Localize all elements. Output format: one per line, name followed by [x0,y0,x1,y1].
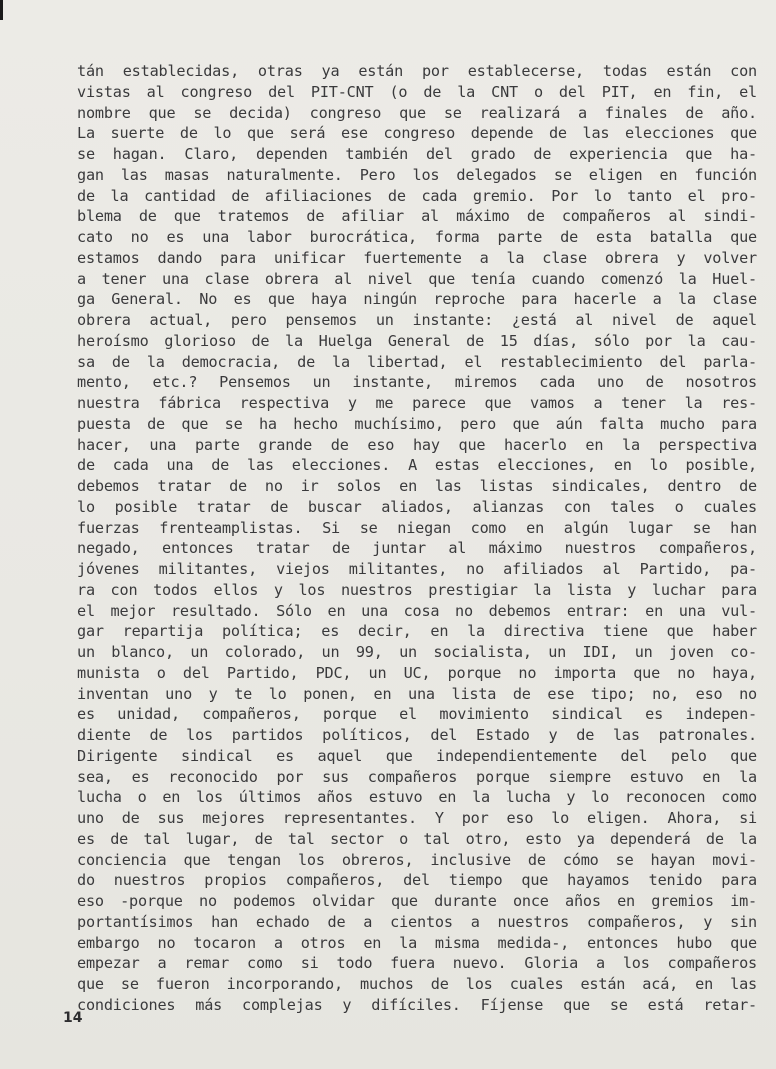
text-line: negado, entonces tratar de juntar al máximo nuestros compañeros, [77,539,757,558]
text-line: portantísimos han echado de a cientos a nuestros compañeros, y sin [77,912,757,931]
text-line: a tener una clase obrera al nivel que tenía cuando comenzó la Huel- [77,269,757,288]
text-line: tán establecidas, otras ya están por establecerse, todas están con [77,62,757,80]
text-line: obrera actual, pero pensemos un instante: ¿está al nivel de aquel [77,311,757,329]
text-line: lo posible tratar de buscar aliados, alianzas con tales o cuales [77,497,757,516]
text-line: embargo no tocaron a otros en la misma medida-, entonces hubo que [77,933,757,952]
text-line: cato no es una labor burocrática, forma parte de esta batalla que [77,228,757,246]
text-line: fuerzas frenteamplistas. Si se niegan como en algún lugar se han [77,518,757,537]
text-line: debemos tratar de no ir solos en las listas sindicales, dentro de [77,477,757,495]
page-number: 14 [63,1010,83,1026]
text-line: gar repartija política; es decir, en la directiva tiene que haber [77,622,757,641]
text-line: el mejor resultado. Sólo en una cosa no debemos entrar: en una vul- [77,601,757,620]
scan-edge-mark [0,0,3,20]
text-line: gan las masas naturalmente. Pero los delegados se eligen en función [77,165,757,184]
text-line: nombre que se decida) congreso que se realizará a finales de año. [77,103,757,122]
text-line: do nuestros propios compañeros, del tiempo que hayamos tenido para [77,871,757,890]
text-line: se hagan. Claro, dependen también del grado de experiencia que ha- [77,145,757,163]
text-line: es unidad, compañeros, porque el movimiento sindical es indepen- [77,705,757,724]
text-line: lucha o en los últimos años estuvo en la lucha y lo reconocen como [77,788,757,807]
text-line: uno de sus mejores representantes. Y por eso lo eligen. Ahora, si [77,809,757,827]
text-line: nuestra fábrica respectiva y me parece que vamos a tener la res- [77,394,757,412]
text-line: de cada una de las elecciones. A estas elecciones, en lo posible, [77,456,757,475]
text-line: blema de que tratemos de afiliar al máximo de compañeros al sindi- [77,207,757,226]
text-line: de la cantidad de afiliaciones de cada gremio. Por lo tanto el pro- [77,186,757,205]
text-line: hacer, una parte grande de eso hay que hacerlo en la perspectiva [77,435,757,454]
body-text [77,61,757,1016]
text-line: sa de la democracia, de la libertad, el restablecimiento del parla- [77,352,757,371]
text-line: diente de los partidos políticos, del Estado y de las patronales. [77,726,757,744]
text-line: que se fueron incorporando, muchos de los cuales están acá, en las [77,975,757,993]
text-line: condiciones más complejas y difíciles. Fíjense que se está retar- [77,995,757,1014]
text-line: ra con todos ellos y los nuestros prestigiar la lista y luchar para [77,580,757,599]
text-line: un blanco, un colorado, un 99, un socialista, un IDI, un joven co- [77,643,757,661]
text-line: estamos dando para unificar fuertemente a la clase obrera y volver [77,248,757,267]
text-line: munista o del Partido, PDC, un UC, porque no importa que no haya, [77,663,757,682]
text-line: heroísmo glorioso de la Huelga General de 15 días, sólo por la cau- [77,331,757,350]
text-line: sea, es reconocido por sus compañeros porque siempre estuvo en la [77,767,757,786]
text-line: jóvenes militantes, viejos militantes, no afiliados al Partido, pa- [77,560,757,578]
text-line: empezar a remar como si todo fuera nuevo. Gloria a los compañeros [77,954,757,973]
text-line: conciencia que tengan los obreros, inclusive de cómo se hayan movi- [77,850,757,869]
text-line: vistas al congreso del PIT-CNT (o de la CNT o del PIT, en fin, el [77,82,757,101]
text-line: mento, etc.? Pensemos un instante, miremos cada uno de nosotros [77,373,757,392]
text-line: ga General. No es que haya ningún reproche para hacerle a la clase [77,290,757,309]
text-line: Dirigente sindical es aquel que independientemente del pelo que [77,746,757,765]
text-line: eso -porque no podemos olvidar que durante once años en gremios im- [77,892,757,910]
text-line: inventan uno y te lo ponen, en una lista de ese tipo; no, eso no [77,684,757,703]
text-line: puesta de que se ha hecho muchísimo, pero que aún falta mucho para [77,414,757,433]
text-line: La suerte de lo que será ese congreso depende de las elecciones que [77,124,757,143]
text-line: es de tal lugar, de tal sector o tal otro, esto ya dependerá de la [77,829,757,848]
